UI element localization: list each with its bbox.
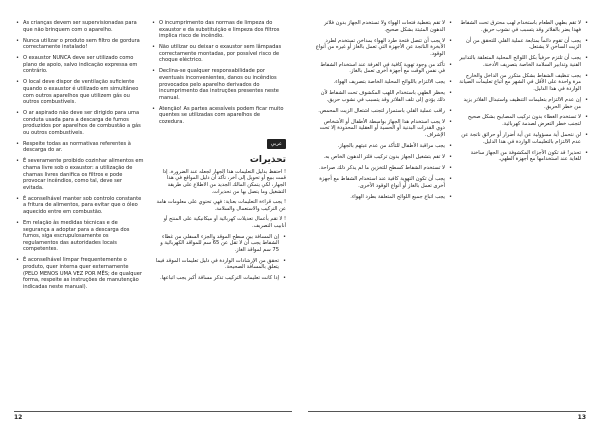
footer-divider-left [14, 411, 292, 412]
arabic-warnings-list-1 [314, 20, 452, 200]
paragraph: ! لا تقم بأعمال تعديلات كهربائية أو ميكانيكية على المنتج أو أنابيب التصريف. [163, 216, 286, 230]
list-item: • راقب عملية القلي باستمرار لتجنب اشتعال الزيت المحمص. [314, 108, 452, 115]
right-page-column-2 [458, 20, 588, 167]
arabic-warnings-list-2 [458, 20, 588, 163]
list-item: • As crianças devem ser supervisionadas para que não brinquem com o aparelho. [16, 20, 144, 33]
list-item: • Nunca utilizar o produto sem filtro de gordura correctamente instalado! [16, 38, 144, 51]
paragraph: ! احتفظ بدليل التعليمات هذا الجهاز لجعله عند الضرورة. إذا قمت ببيع أو تحويل إلى آخر، تأكد أن دليل المواقع في هذا الجهاز، لكي يتمكن المالك الجديد من الاطلاع على طريقة التشغيل وما يتصل بها من تحذيرات. [162, 168, 286, 195]
section-heading: تحذيرات [249, 154, 286, 165]
list-item: • Atenção! As partes acessíveis podem ficar muito quentes se utilizadas com aparelhos de cozedura. [152, 106, 286, 126]
paragraph: ! يجب قراءة التعليمات بعناية: فهي تحتوي على معلومات هامة عن التركيب والاستعمال والسلامة. [156, 199, 286, 212]
language-badge: عربي [267, 139, 286, 149]
list-item: • Não utilizar ou deixar o exaustor sem lâmpadas correctamente montadas, por possível risco de choque eléctrico. [152, 44, 286, 64]
list-item: • لن نتحمل أية مسؤولية عن أية أضرار أو حرائق ناتجة عن عدم الالتزام بالتعليمات الواردة في هذا الدليل. [458, 132, 588, 145]
portuguese-warnings-list-1 [16, 20, 144, 290]
list-item: • إذا كانت تعليمات التركيب تذكر مسافة أكبر يجب اتباعها. [152, 275, 286, 282]
list-item: • É aconselhável manter sob controlo constante a fritura de alimentos, para evitar que o óleo aquecido entre em combustão. [16, 196, 144, 216]
list-item: • O exaustor NUNCA deve ser utilizado como plano de apoio, salvo indicação expressa em contrário. [16, 55, 144, 75]
list-item: • لا يجب أن تتصل فتحة طرد الهواء بمداخن تستخدم لطرد الأبخرة الناتجة عن الأجهزة التي تعمل بالغاز أو غيره من أنواع الوقود. [314, 38, 452, 58]
arabic-section [152, 130, 286, 282]
list-item: • É severamente proibido cozinhar alimentos em chama livre sob o exaustor: a utilização de chamas livres danifica os filtros e pode provocar incêndios, como tal, deve ser evitada. [16, 158, 144, 191]
list-item: • Respeite todas as normativas referentes à descarga do ar. [16, 141, 144, 154]
list-item: • يجب أن تكون التهوية كافية عند استخدام الشفاط مع أجهزة أخرى تعمل بالغاز أو أنواع الوقود الأخرى. [314, 176, 452, 189]
list-item: • Declina-se qualquer responsabilidade por eventuais inconvenientes, danos ou incêndios provocados pelo aparelho derivados do incumprimento das instruções presentes neste manual. [152, 68, 286, 101]
arabic-bullets [152, 234, 286, 282]
list-item: • إن المسافة بين سطح الموقد والجزء السفلي من غطاء الشفاط يجب أن لا تقل عن 65 سم للمواقد الكهربائية و 75 سم لمواقد الغاز. [152, 234, 286, 254]
list-item: • É aconselhável limpar frequentemente o produto, quer interna quer externamente (PELO MENOS UMA VEZ POR MÊS; de qualquer forma, respeite as instruções de manutenção indicadas neste manual). [16, 257, 144, 290]
list-item: • تحقق من الإرشادات الواردة في دليل تعليمات الموقد فيما يتعلق بالمسافة الصحيحة. [152, 258, 286, 271]
list-item: • يجب أن تلتزم حرفياً بكل اللوائح المحلية المتعلقة بالتدابير الفنية وتدابير السلامة الخاصة بتصريف الأدخنة. [458, 55, 588, 68]
list-item: • لا تقم بطهي الطعام باستخدام لهب محترق تحت الشفاط فهذا يضر بالفلاتر وقد يتسبب في نشوب حريق. [458, 20, 588, 33]
list-item: • يجب أن تقوم دائماً بمتابعة عملية القلي للتحقق من أن الزيت الساخن لا يشتعل. [458, 38, 588, 51]
list-item: • لا تقم بتشغيل الجهاز بدون تركيب فلتر الدهون الخاص به. [314, 154, 452, 161]
left-page-column-2 [152, 20, 286, 286]
list-item: • لا تقم بتغطية فتحات الهواء ولا تستخدم الجهاز بدون فلاتر الدهون المثبتة بشكل صحيح. [314, 20, 452, 33]
list-item: • O local deve dispor de ventilação suficiente quando o exaustor é utilizado em simultâneo com outros aparelhos que utilizem gás ou outros combustíveis. [16, 79, 144, 105]
list-item: • يجب تنظيف الشفاط بشكل متكرر من الداخل والخارج مرة واحدة على الأقل في الشهر مع اتباع تعليمات الصيانة الواردة في هذا الدليل. [458, 73, 588, 93]
list-item: • يجب اتباع جميع اللوائح المتعلقة بطرد الهواء. [314, 194, 452, 201]
portuguese-warnings-list-2 [152, 20, 286, 125]
right-page-column-1 [314, 20, 452, 205]
footer-divider-right [308, 411, 586, 412]
list-item: • O ar aspirado não deve ser dirigido para uma conduta usada para a descarga de fumos produzidos por aparelhos de combustão a gás ou outros combustíveis. [16, 110, 144, 136]
list-item: • تحذير! قد تكون الأجزاء المكشوفة من الجهاز ساخنة للغاية عند استخدامها مع أجهزة الطهي. [458, 150, 588, 163]
list-item: • لا تستخدم الغطاء بدون تركيب المصابيح بشكل صحيح لتجنب خطر التعرض لصدمة كهربائية. [458, 114, 588, 127]
list-item: • Em relação às medidas técnicas e de segurança a adoptar para a descarga dos fumos, siga escrupulosamente os regulamentos das autoridades locais competentes. [16, 220, 144, 253]
list-item: • يحظر الطهي باستخدام اللهب المكشوف تحت الشفاط لأن ذلك يؤدي إلى تلف الفلاتر وقد يتسبب في نشوب حريق. [314, 90, 452, 103]
list-item: • لا يجب استخدام هذا الجهاز بواسطة الأطفال أو الأشخاص ذوي القدرات البدنية أو الحسية أو العقلية المحدودة إلا تحت الإشراف. [314, 119, 452, 139]
list-item: • تأكد من وجود تهوية كافية في الغرفة عند استخدام الشفاط في نفس الوقت مع أجهزة أخرى تعمل بالغاز. [314, 62, 452, 75]
list-item: • يجب الالتزام باللوائح المحلية الخاصة بتصريف الهواء. [314, 79, 452, 86]
list-item: • يجب مراقبة الأطفال للتأكد من عدم عبثهم بالجهاز. [314, 143, 452, 150]
list-item: • لا تستخدم الشفاط كسطح للتخزين ما لم يذكر ذلك صراحة. [314, 165, 452, 172]
left-page-column-1 [16, 20, 144, 295]
page-number-right: 13 [577, 414, 586, 421]
list-item: • إن عدم الالتزام بتعليمات التنظيف واستبدال الفلاتر يزيد من خطر الحريق. [458, 97, 588, 110]
page-number-left: 12 [14, 414, 23, 421]
list-item: • O incumprimento das normas de limpeza do exaustor e da substituição e limpeza dos filtros implica risco de incêndio. [152, 20, 286, 40]
